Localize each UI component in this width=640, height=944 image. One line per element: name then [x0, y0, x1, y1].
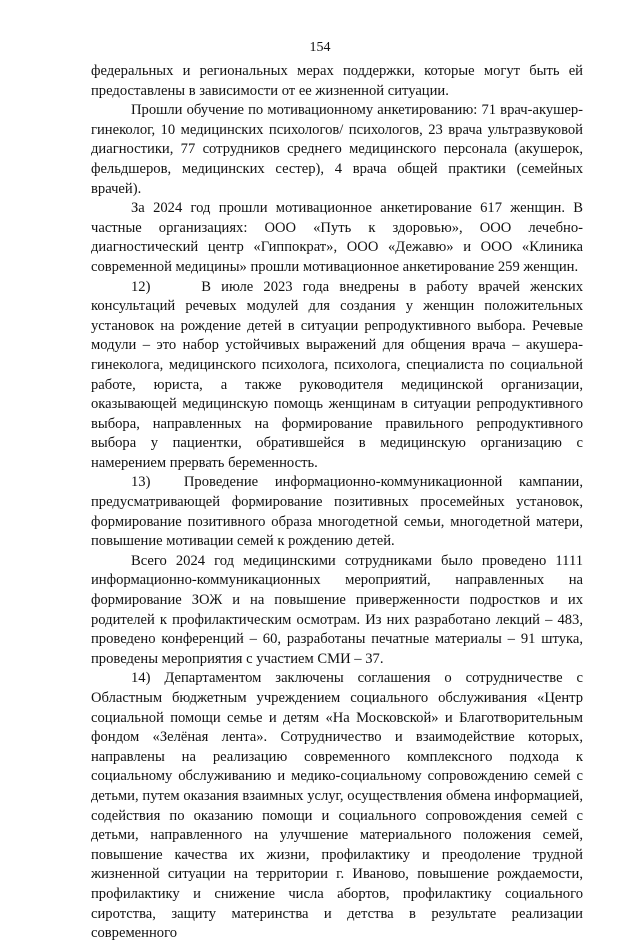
paragraph-training: Прошли обучение по мотивационному анкетированию: 71 врач-акушер-гинеколог, 10 медицинских психологов/ психологов, 23 врача ультразвуковой диагностики, 77 сотрудников среднего медицинского персонала (акушерок, фельдшеров, медицинских сестер), 4 врача общей практики (семейных врачей).: [91, 102, 583, 197]
page-number: 154: [309, 40, 331, 55]
paragraph-events: Всего 2024 год медицинскими сотрудниками было проведено 1111 информационно-коммуникационных мероприятий, направленных на формирование ЗОЖ и на повышение приверженности подростков и их родителей к профилактическим осмотрам. Из них разработано лекций – 483, проведено конференций – 60, разработаны печатные материалы – 91 штука, проведены мероприятия с участием СМИ – 37.: [91, 552, 583, 667]
paragraph-item-12: 12) В июле 2023 года внедрены в работу врачей женских консультаций речевых модулей для создания у женщин положительных установок на рождение детей в ситуации репродуктивного выбора. Речевые модули – это набор устойчивых выражений для общения врача – акушера-гинеколога, медицинского психолога, психолога, специалиста по социальной работе, юриста, а также руководителя медицинской организации, оказывающей медицинскую помощь женщинам в ситуации репродуктивного выбора, направленных на формирование правильного репродуктивного выбора у пациентки, обратившейся в медицинскую организацию с намерением прервать беременность.: [91, 278, 583, 471]
paragraph-continuation: федеральных и региональных мерах поддержки, которые могут быть ей предоставлены в зависимости от ее жизненной ситуации.: [91, 63, 583, 99]
paragraph-questionnaire: За 2024 год прошли мотивационное анкетирование 617 женщин. В частные организациях: ООО «Путь к здоровью», ООО лечебно-диагностический центр «Гиппократ», ООО «Дежавю» и ООО «Клиника современной медицины» прошли мотивационное анкетирование 259 женщин.: [91, 200, 583, 275]
page-body: [91, 62, 583, 944]
paragraph-item-13: 13) Проведение информационно-коммуникационной кампании, предусматривающей формирование позитивных просемейных установок, формирование позитивного образа многодетной семьи, многодетной матери, повышение мотивации семей к рождению детей.: [91, 474, 583, 550]
paragraph-item-14: 14) Департаментом заключены соглашения о сотрудничестве с Областным бюджетным учреждением социального обслуживания «Центр социальной помощи семье и детям «На Московской» и Благотворительным фондом «Зелёная лента». Сотрудничество и взаимодействие которых, направлены на реализацию современного комплексного подхода к социальному обслуживанию и медико-социальному сопровождению семей с детьми, путем оказания взаимных услуг, осуществления обмена информацией, содействия по оказанию помощи и социального сопровождения семей с детьми, направленного на улучшение материального положения семей, повышение качества их жизни, профилактику и преодоление трудной жизненной ситуации на территории г. Иваново, повышение рождаемости, профилактику и снижение числа абортов, профилактику социального сиротства, защиту материнства и детства в результате реализации современного: [91, 670, 583, 942]
